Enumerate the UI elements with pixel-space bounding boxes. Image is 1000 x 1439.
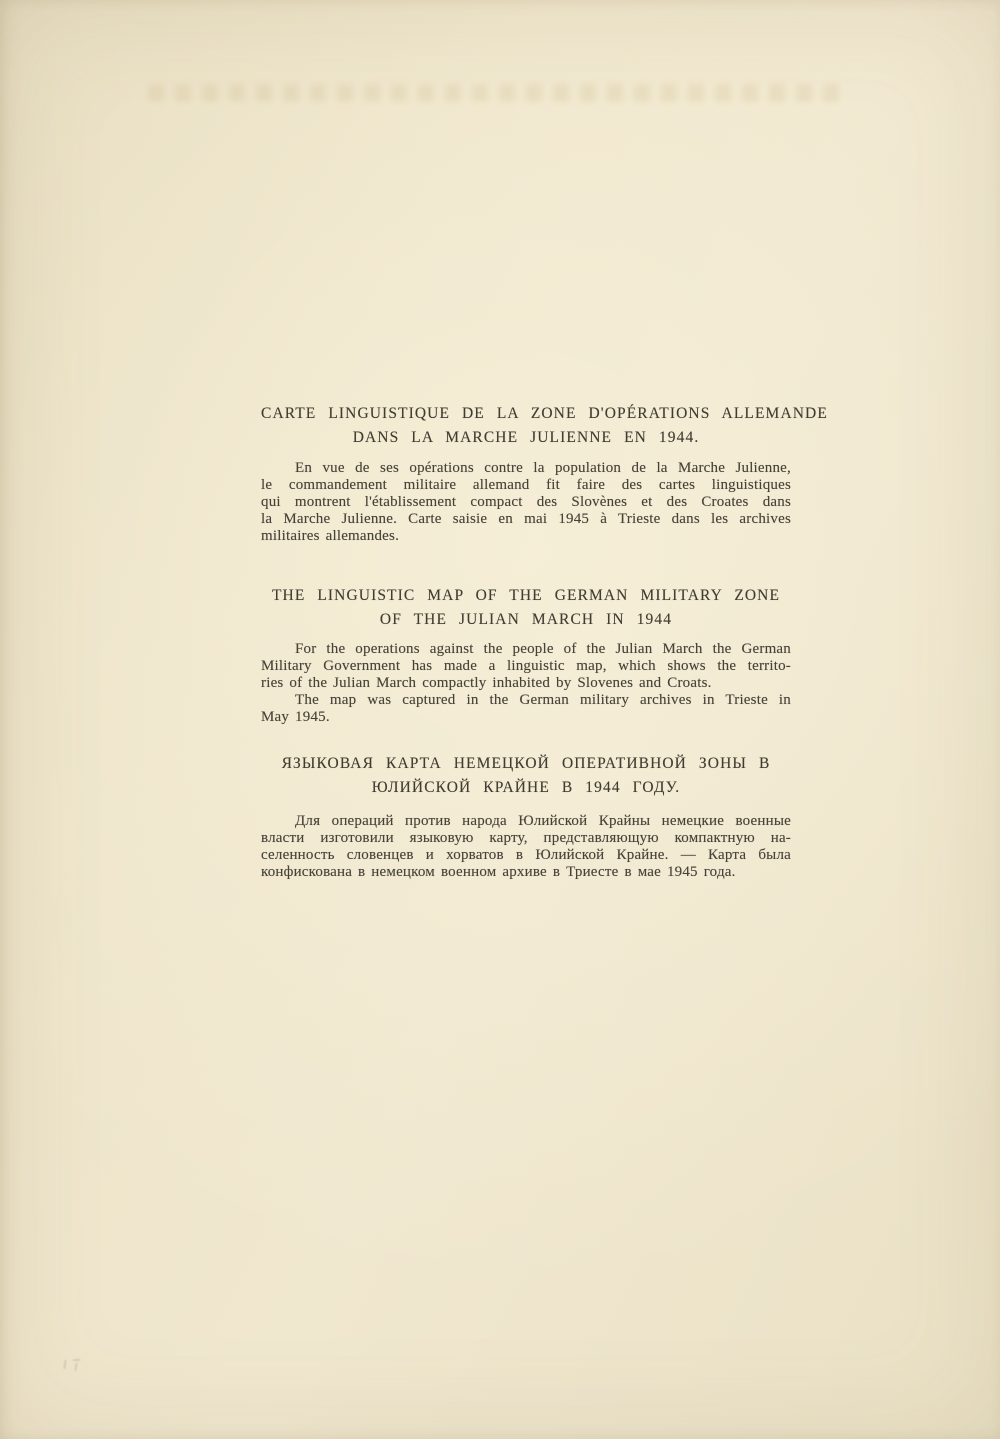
show-through-smudge — [148, 84, 840, 102]
text-line: qui montrent l'établissement compact des Slovènes et des Croates dans — [261, 494, 791, 510]
russian-title — [261, 752, 791, 800]
text-line: конфискована в немецком военном архиве в Триесте в мае 1945 года. — [261, 864, 736, 880]
text-line: May 1945. — [261, 709, 330, 725]
text-line: Military Government has made a linguistic map, which shows the territo- — [261, 658, 791, 674]
english-title — [261, 584, 791, 632]
section-russian — [261, 752, 791, 881]
russian-paragraph — [261, 813, 791, 881]
french-title-line: DANS LA MARCHE JULIENNE EN 1944. — [352, 429, 700, 446]
text-line: la Marche Julienne. Carte saisie en mai 1945 à Trieste dans les archives — [261, 511, 791, 527]
text-block — [261, 402, 828, 881]
english-title-line: OF THE JULIAN MARCH IN 1944 — [379, 611, 673, 628]
text-line: The map was captured in the German military archives in Trieste in — [295, 692, 791, 708]
text-line: Для операций против народа Юлийской Крайны немецкие военные — [295, 813, 791, 829]
text-line: le commandement militaire allemand fit faire des cartes linguistiques — [261, 477, 791, 493]
text-line: For the operations against the people of the Julian March the German — [295, 641, 791, 657]
text-line: En vue de ses opérations contre la population de la Marche Julienne, — [295, 460, 791, 476]
english-title-line: THE LINGUISTIC MAP OF THE GERMAN MILITARY ZONE — [271, 587, 781, 604]
text-line: militaires allemandes. — [261, 528, 400, 544]
french-title — [261, 402, 828, 450]
text-line: селенность словенцев и хорватов в Юлийской Крайне. — Карта была — [261, 847, 791, 863]
text-line: власти изготовили языковую карту, представляющую компактную на- — [261, 830, 791, 846]
russian-title-line: ЯЗЫКОВАЯ КАРТА НЕМЕЦКОЙ ОПЕРАТИВНОЙ ЗОНЫ В — [281, 755, 771, 772]
french-title-line: CARTE LINGUISTIQUE DE LA ZONE D'OPÉRATIONS ALLEMANDE — [261, 405, 828, 422]
section-english — [261, 584, 791, 726]
section-french — [261, 402, 828, 545]
french-paragraph — [261, 460, 791, 545]
russian-title-line: ЮЛИЙСКОЙ КРАЙНЕ В 1944 ГОДУ. — [371, 779, 681, 796]
text-line: ries of the Julian March compactly inhabited by Slovenes and Croats. — [261, 675, 712, 691]
english-paragraph-1 — [261, 641, 791, 692]
english-paragraph-2 — [261, 692, 791, 726]
pencil-marks — [62, 1358, 88, 1378]
